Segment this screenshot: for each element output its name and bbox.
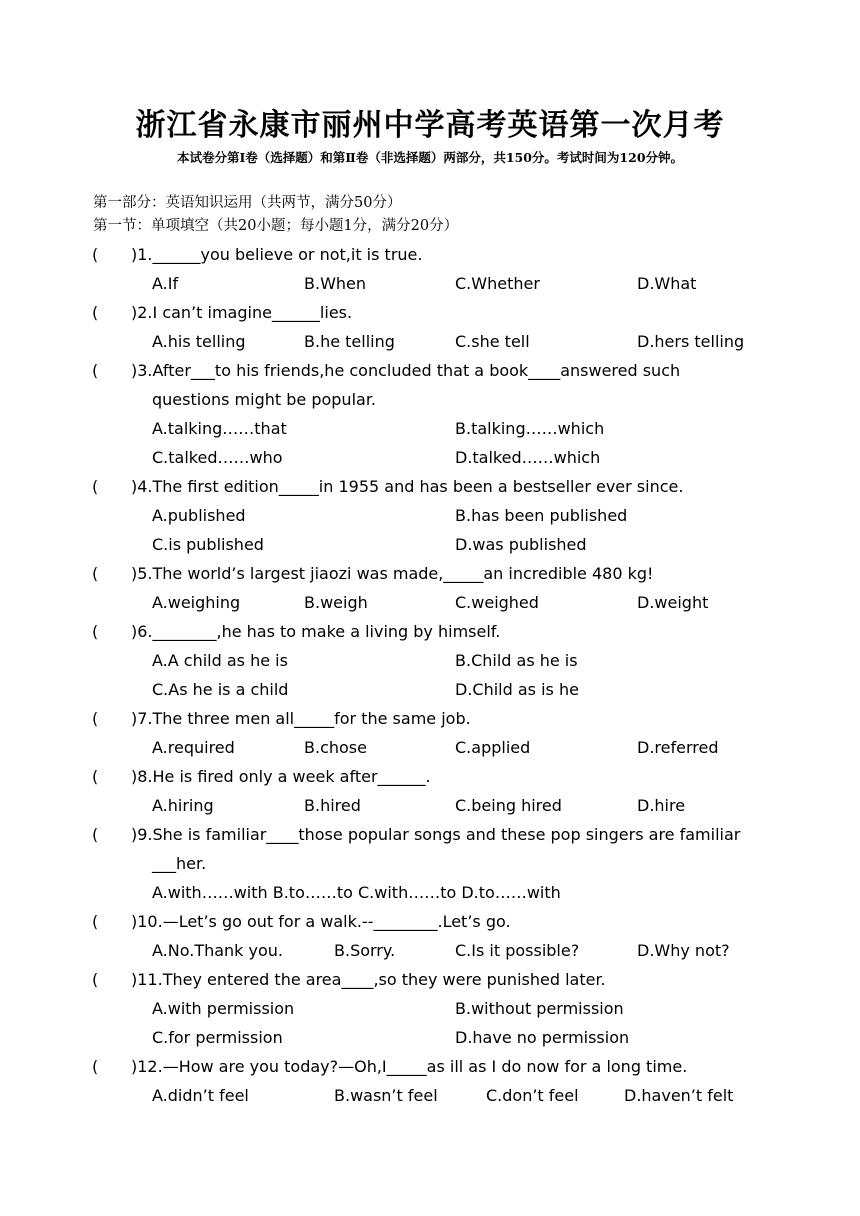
option-d: D.hers telling [637,332,745,351]
option-d: D.Why not? [637,941,730,960]
answer-paren: ( [92,825,99,844]
answer-paren: ( [92,477,99,496]
option-a: A.didn’t feel [152,1086,249,1105]
option-d: D.What [637,274,697,293]
option-a: A.hiring [152,796,214,815]
question-5-options [0,588,860,617]
option-b: B.he telling [304,332,395,351]
option-a: A.talking……that [152,419,287,438]
option-b: B.talking……which [455,419,605,438]
question-2 [0,298,860,327]
option-b: B.Child as he is [455,651,578,670]
answer-paren: ( [92,303,99,322]
option-c: C.talked……who [152,448,283,467]
question-stem: )10.—Let’s go out for a walk.--________.Let’s go. [131,912,511,931]
option-d: D.have no permission [455,1028,630,1047]
question-4-options-row-1 [0,501,860,530]
question-7 [0,704,860,733]
option-b: B.wasn’t feel [334,1086,438,1105]
question-stem: )6.________,he has to make a living by himself. [131,622,501,641]
question-stem: )9.She is familiar____those popular songs and these pop singers are familiar [131,825,741,844]
option-d: D.was published [455,535,587,554]
part-heading: 第一部分：英语知识运用（共两节，满分50分） [93,195,402,211]
question-3 [0,356,860,385]
option-c: C.being hired [455,796,562,815]
option-c: C.is published [152,535,264,554]
option-a: A.with permission [152,999,295,1018]
question-stem: )3.After___to his friends,he concluded that a book____answered such [131,361,681,380]
question-4 [0,472,860,501]
answer-paren: ( [92,564,99,583]
section-heading: 第一节：单项填空（共20小题；每小题1分，满分20分） [93,218,459,234]
question-stem-continued: ___her. [152,854,207,873]
option-a: A.his telling [152,332,246,351]
option-a: A.If [152,274,179,293]
option-c: C.As he is a child [152,680,289,699]
question-9-options [0,878,860,907]
question-3-options-row-1 [0,414,860,443]
option-c: C.weighed [455,593,539,612]
question-stem: )5.The world’s largest jiaozi was made,_____an incredible 480 kg! [131,564,654,583]
option-d: D.haven’t felt [624,1086,734,1105]
option-a: A.published [152,506,246,525]
answer-paren: ( [92,1057,99,1076]
question-12-options [0,1081,860,1110]
option-a: A.required [152,738,235,757]
option-a: A.A child as he is [152,651,288,670]
option-c: C.applied [455,738,531,757]
question-stem: )4.The first edition_____in 1955 and has been a bestseller ever since. [131,477,684,496]
question-11-options-row-2 [0,1023,860,1052]
option-c: C.Whether [455,274,540,293]
option-a: A.No.Thank you. [152,941,284,960]
question-6-options-row-2 [0,675,860,704]
answer-paren: ( [92,245,99,264]
question-10-options [0,936,860,965]
question-9 [0,820,860,849]
question-2-options [0,327,860,356]
answer-paren: ( [92,970,99,989]
option-d: D.weight [637,593,709,612]
question-9-continued [0,849,860,878]
question-1-options [0,269,860,298]
answer-paren: ( [92,767,99,786]
question-stem: )7.The three men all_____for the same job. [131,709,471,728]
exam-instructions: 本试卷分第Ⅰ卷（选择题）和第Ⅱ卷（非选择题）两部分，共150分。考试时间为120分钟。 [176,150,684,165]
option-c: C.don’t feel [486,1086,579,1105]
option-b: B.chose [304,738,367,757]
question-stem: )12.—How are you today?—Oh,I_____as ill as I do now for a long time. [131,1057,688,1076]
option-c: C.she tell [455,332,530,351]
option-b: B.without permission [455,999,624,1018]
option-c: C.for permission [152,1028,283,1047]
question-stem: )2.I can’t imagine______lies. [131,303,353,322]
question-stem: )1.______you believe or not,it is true. [131,245,423,264]
answer-paren: ( [92,622,99,641]
option-d: D.Child as is he [455,680,579,699]
question-3-options-row-2 [0,443,860,472]
option-a: A.weighing [152,593,241,612]
question-12 [0,1052,860,1081]
question-stem: )8.He is fired only a week after______. [131,767,431,786]
question-5 [0,559,860,588]
option-b: B.has been published [455,506,628,525]
question-stem: )11.They entered the area____,so they were punished later. [131,970,606,989]
answer-paren: ( [92,709,99,728]
answer-paren: ( [92,361,99,380]
option-b: B.hired [304,796,361,815]
exam-title: 浙江省永康市丽州中学高考英语第一次月考 [135,108,725,143]
question-11-options-row-1 [0,994,860,1023]
option-d: D.referred [637,738,719,757]
question-3-continued [0,385,860,414]
option-b: B.When [304,274,367,293]
answer-paren: ( [92,912,99,931]
question-6 [0,617,860,646]
question-8 [0,762,860,791]
question-6-options-row-1 [0,646,860,675]
question-10 [0,907,860,936]
option-d: D.talked……which [455,448,601,467]
question-1 [0,240,860,269]
question-7-options [0,733,860,762]
option-d: D.hire [637,796,686,815]
option-b: B.Sorry. [334,941,396,960]
option-b: B.weigh [304,593,368,612]
question-stem-continued: questions might be popular. [152,390,377,409]
option-c: C.Is it possible? [455,941,580,960]
question-11 [0,965,860,994]
options-line: A.with……with B.to……to C.with……to D.to……with [152,883,561,902]
question-4-options-row-2 [0,530,860,559]
question-8-options [0,791,860,820]
